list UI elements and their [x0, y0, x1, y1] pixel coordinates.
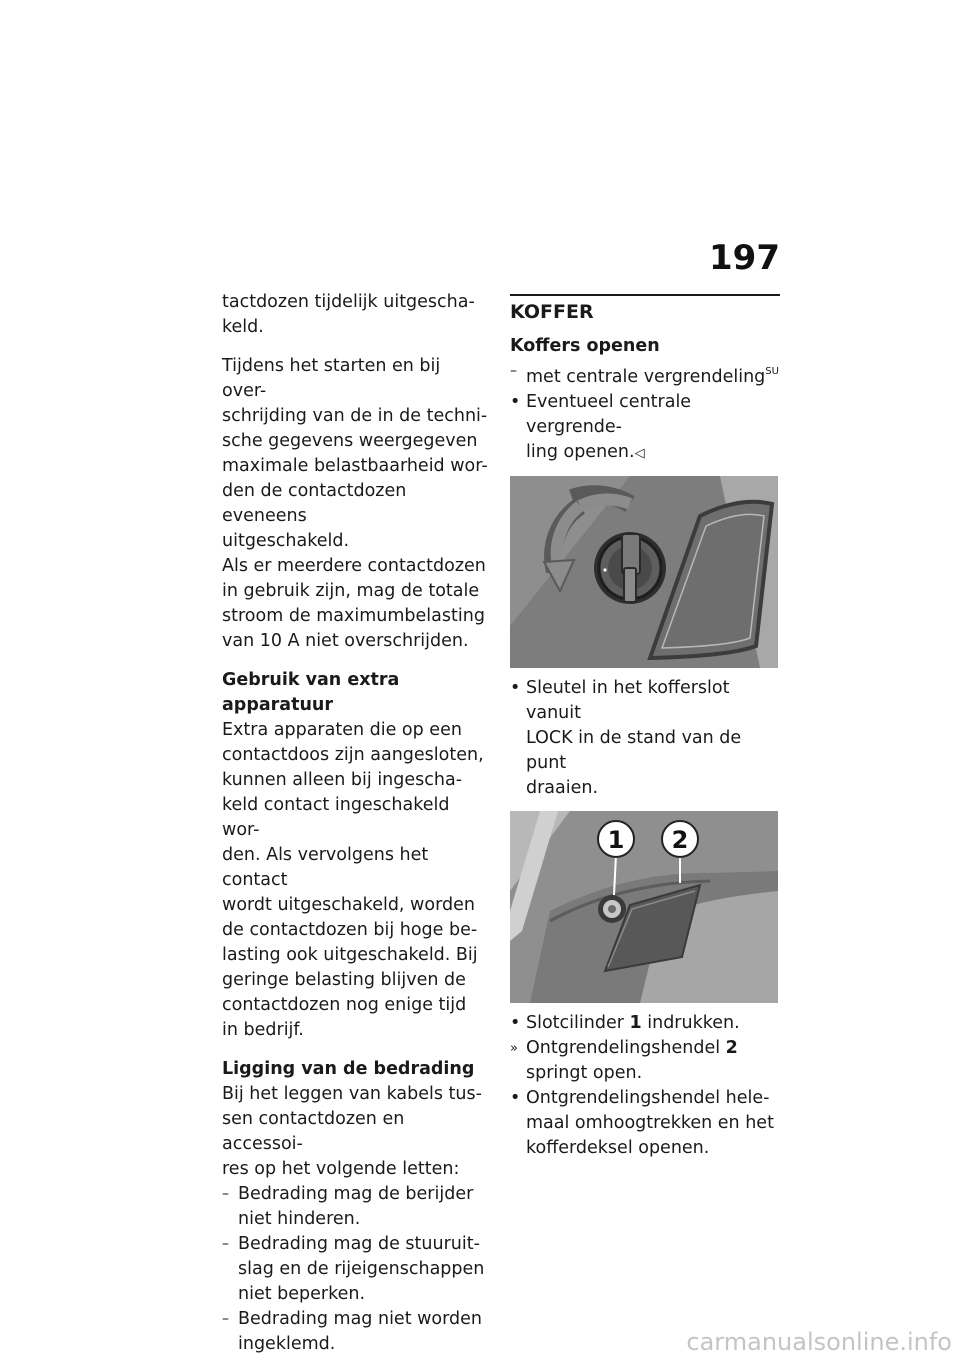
page-number: 197	[709, 238, 780, 278]
condition-item	[510, 359, 780, 390]
subsection-title: Koffers openen	[510, 336, 660, 356]
heading-wiring: Ligging van de bedrading	[222, 1059, 475, 1079]
result-text-pre: Ontgrendelingshendel	[526, 1038, 726, 1058]
step-item	[510, 1086, 780, 1161]
photo-lock-cylinder	[510, 811, 778, 1003]
dash-marker: –	[510, 363, 517, 379]
watermark: carmanualsonline.info	[686, 1328, 952, 1356]
step-text: Eventueel centrale vergrende- ling openen.	[526, 392, 692, 462]
bullet-marker: •	[510, 678, 521, 698]
end-triangle-icon: ◁	[634, 446, 645, 461]
dash-marker: –	[222, 1311, 229, 1327]
paragraph-starting: Tijdens het starten en bij over- schrijding van de in de techni- sche gegevens weergegeven maximale belastbaarheid wor- den de contactdozen eveneens uitgeschakeld.	[222, 356, 488, 551]
step-item	[510, 676, 780, 801]
callout-2: 2	[671, 826, 689, 854]
step-text-pre: Slotcilinder	[526, 1013, 630, 1033]
condition-text: met centrale vergrendeling	[526, 367, 766, 387]
list-item	[222, 1232, 490, 1307]
step-text: Sleutel in het kofferslot vanuit LOCK in de stand van de punt draaien.	[526, 678, 742, 798]
list-item-text: Bedrading mag niet worden ingeklemd.	[238, 1309, 482, 1354]
step-item	[510, 1011, 780, 1036]
result-marker: »	[510, 1041, 518, 1056]
result-item	[510, 1036, 780, 1086]
list-item-text: Bedrading mag de stuuruit- slag en de rijeigenschappen niet beperken.	[238, 1234, 485, 1304]
intro-text: tactdozen tijdelijk uitgescha- keld.	[222, 292, 475, 337]
section-title: KOFFER	[510, 301, 594, 323]
bullet-marker: •	[510, 392, 521, 412]
result-ref-number: 2	[725, 1038, 738, 1058]
step-ref-number: 1	[629, 1013, 642, 1033]
paragraph-total-current: Als er meerdere contactdozen in gebruik zijn, mag de totale stroom de maximumbelasting van 10 A niet overschrijden.	[222, 556, 486, 651]
step-text: Ontgrendelingshendel hele- maal omhoogtrekken en het kofferdeksel openen.	[526, 1088, 774, 1158]
list-item	[222, 1307, 490, 1357]
step-item	[510, 390, 780, 466]
equipment-code: SU	[765, 366, 779, 377]
section-divider	[510, 294, 780, 326]
list-item-text: Bedrading mag de berijder niet hinderen.	[238, 1184, 474, 1229]
paragraph-wiring: Bij het leggen van kabels tus- sen contactdozen en accessoi- res op het volgende letten:	[222, 1084, 482, 1179]
photo-key-lock	[510, 476, 778, 668]
bullet-marker: •	[510, 1013, 521, 1033]
callout-1: 1	[607, 826, 625, 854]
heading-extra-equipment: Gebruik van extra apparatuur	[222, 670, 400, 715]
left-column	[222, 290, 490, 1357]
list-item	[222, 1182, 490, 1232]
step-text-post: indrukken.	[641, 1013, 740, 1033]
bullet-marker: •	[510, 1088, 521, 1108]
dash-marker: –	[222, 1236, 229, 1252]
dash-marker: –	[222, 1186, 229, 1202]
result-text-post: springt open.	[526, 1063, 643, 1083]
right-column	[510, 294, 780, 1161]
paragraph-extra-equipment: Extra apparaten die op een contactdoos zijn aangesloten, kunnen alleen bij ingescha- keld contact ingeschakeld wor- den. Als vervolgens het contact wordt uitgeschakeld, worden de contactdozen bij hoge be- lasting ook uitgeschakeld. Bij geringe belasting blijven de contactdozen nog enige tijd in bedrijf.	[222, 720, 484, 1040]
